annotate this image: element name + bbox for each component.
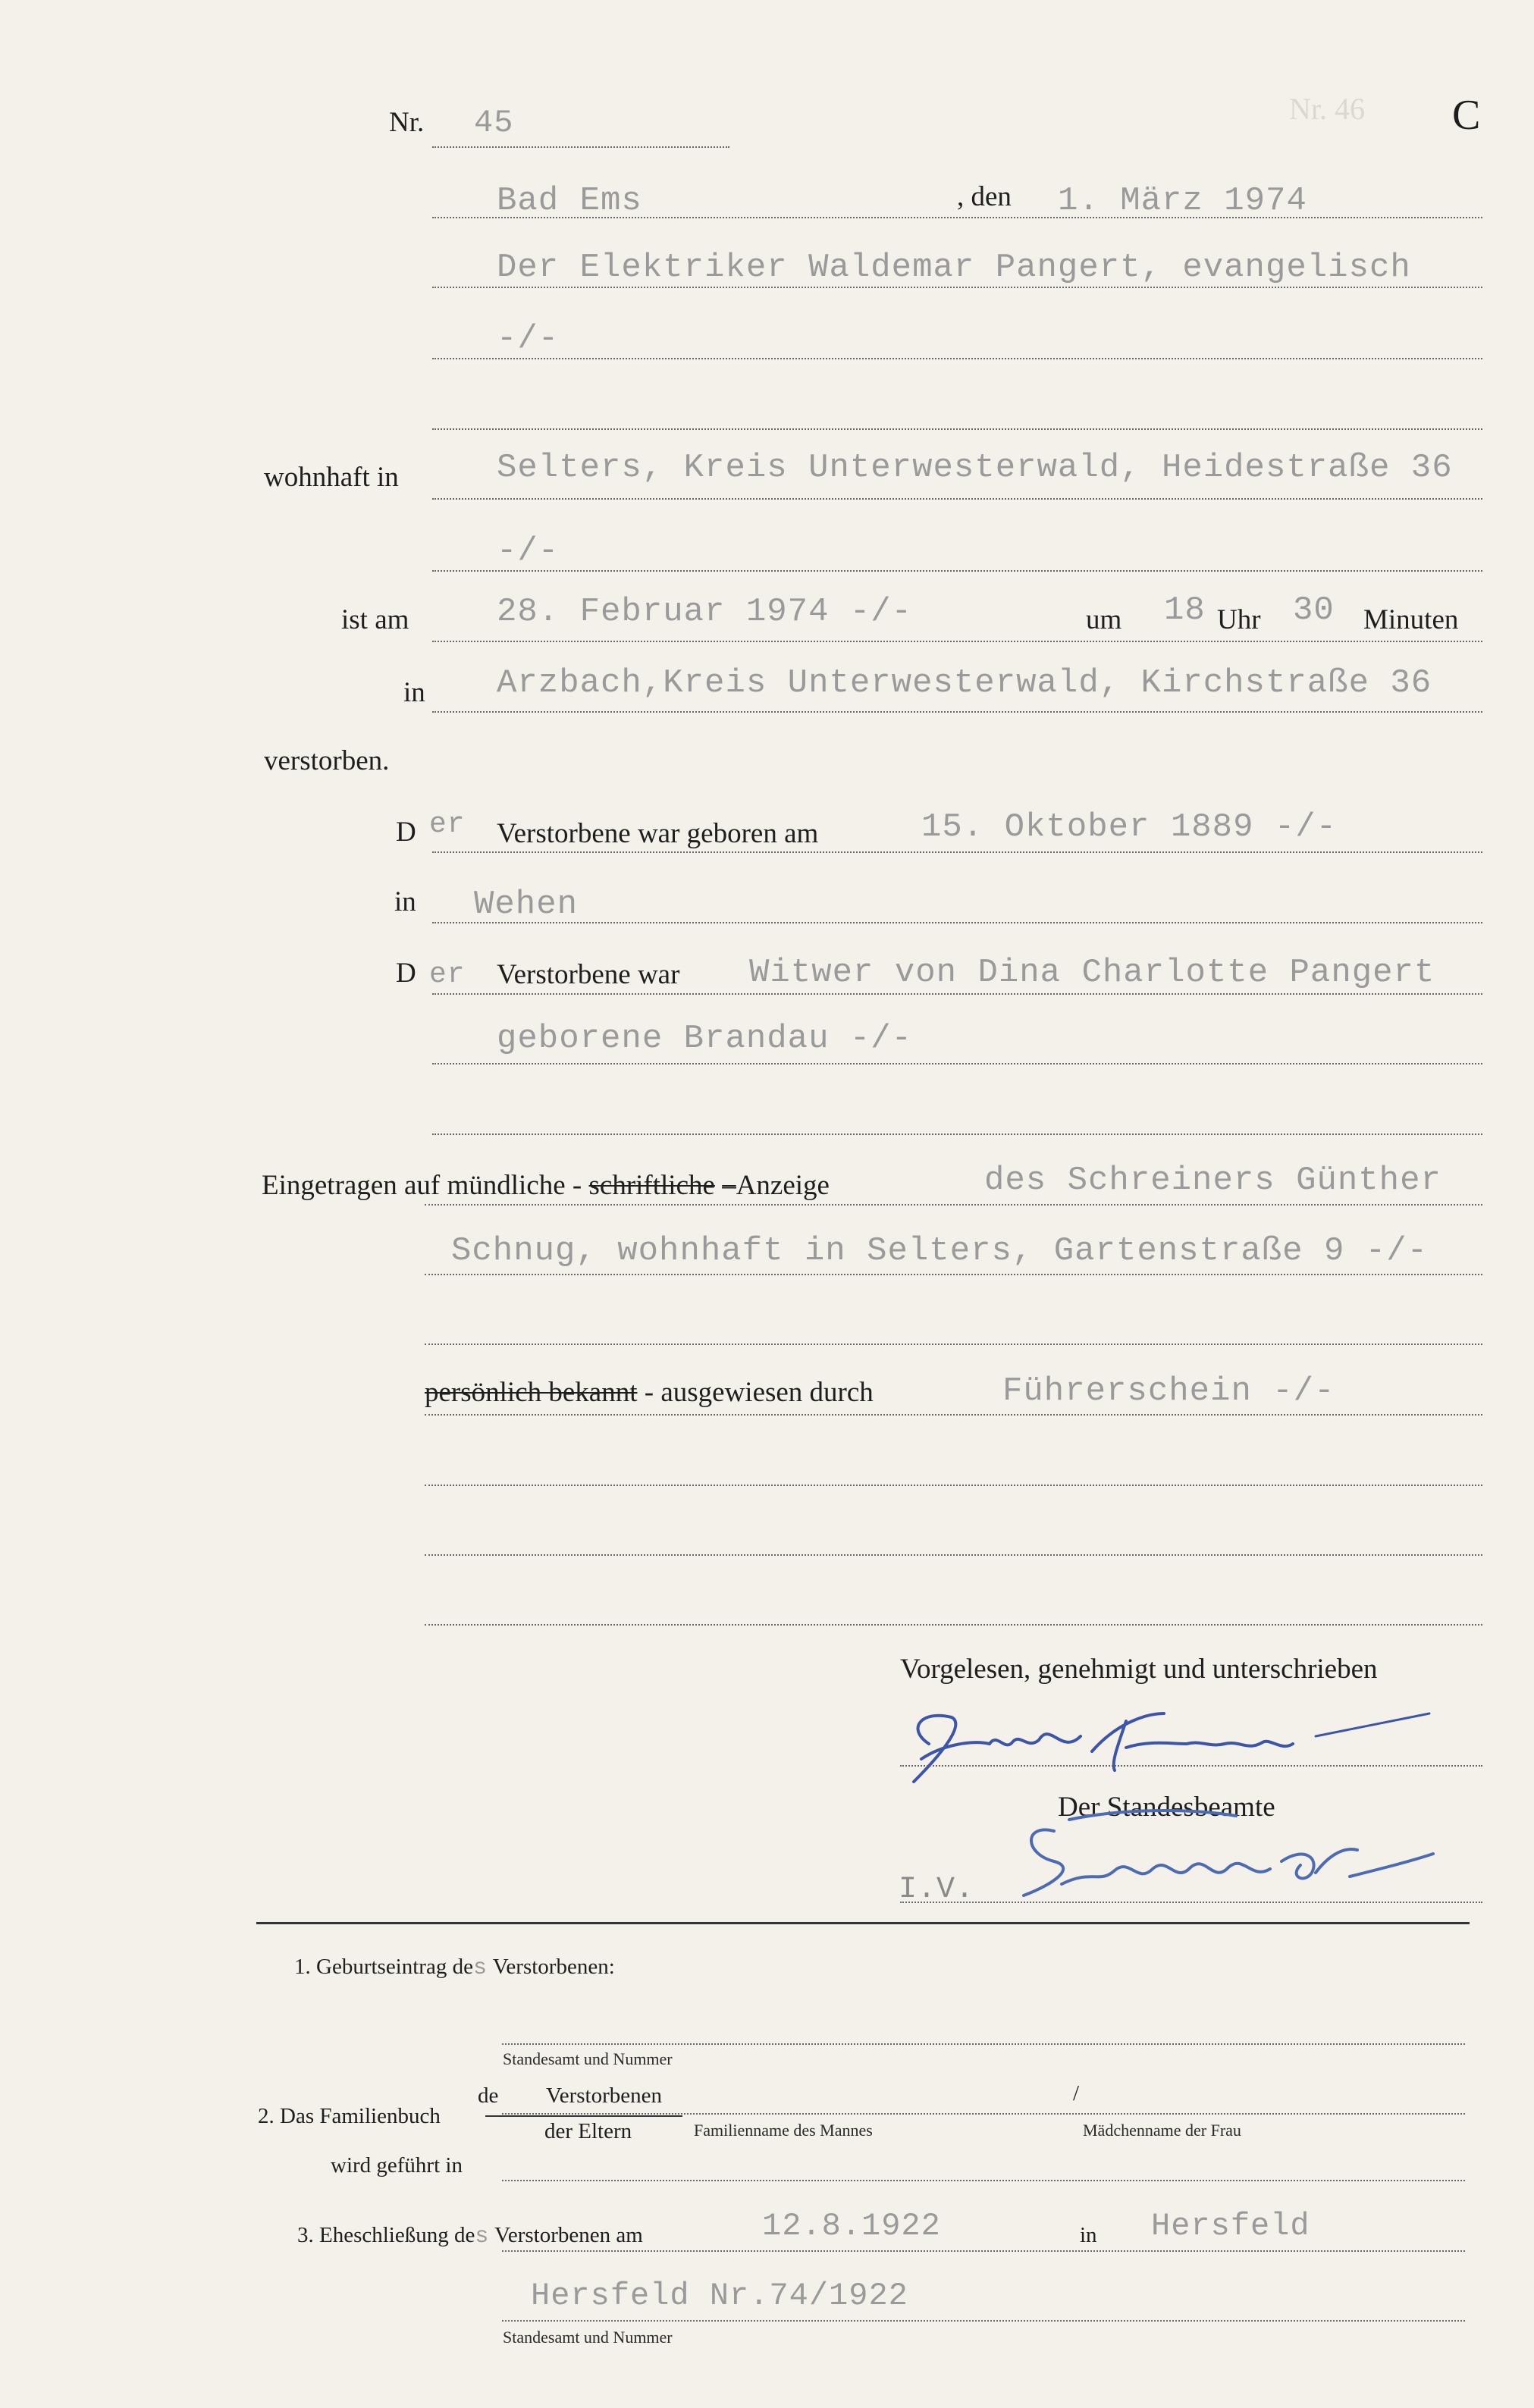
line-birth	[432, 851, 1482, 853]
line-item2	[502, 2113, 1465, 2115]
registration-label-struck: schriftliche	[588, 1170, 715, 1201]
residence-address: Selters, Kreis Unterwesterwald, Heidestraße 36	[497, 449, 1453, 487]
marital-status-continuation: geborene Brandau -/-	[497, 1020, 913, 1058]
line-death-date	[432, 641, 1482, 642]
line-blank-1	[425, 1485, 1482, 1486]
item1-label	[294, 1955, 615, 1981]
birth-d-label: D	[396, 817, 416, 848]
registrar-label: Der Standesbeamte	[1058, 1792, 1275, 1823]
death-hour: 18	[1164, 591, 1206, 629]
known-struck: persönlich bekannt	[425, 1377, 638, 1408]
line-blank-3	[425, 1624, 1482, 1626]
line-status	[432, 993, 1482, 995]
line-informant-2	[425, 1274, 1482, 1275]
item2-wife-label: Mädchenname der Frau	[1083, 2121, 1241, 2140]
line-blank-2	[425, 1554, 1482, 1556]
status-d-suffix: er	[429, 958, 466, 991]
status-d-label: D	[396, 958, 416, 989]
item3-label	[297, 2223, 643, 2250]
uhr-label: Uhr	[1217, 604, 1261, 635]
birth-date: 15. Oktober 1889 -/-	[921, 808, 1338, 846]
nr-line	[432, 146, 729, 148]
birth-in-label: in	[394, 886, 416, 917]
item3-suffix: s	[475, 2224, 490, 2250]
death-minutes: 30	[1293, 591, 1335, 629]
registrar-signature	[1009, 1801, 1448, 1914]
line-birth-place	[432, 922, 1482, 923]
birth-d-suffix: er	[429, 808, 466, 841]
item1-suffix: s	[472, 1955, 488, 1981]
known-label	[425, 1376, 874, 1409]
status-label: Verstorbene war	[497, 959, 680, 990]
id-document: Führerschein -/-	[1002, 1372, 1335, 1410]
marriage-place: Hersfeld	[1151, 2208, 1310, 2244]
line-informant	[425, 1204, 1482, 1206]
standesamt-label-2: Standesamt und Nummer	[503, 2328, 673, 2347]
line-registrar-signature	[900, 1902, 1482, 1903]
line-informant-3	[425, 1344, 1482, 1345]
iv-label: I.V.	[899, 1873, 975, 1907]
den-label: , den	[957, 181, 1012, 212]
entry-date: 1. März 1974	[1058, 182, 1307, 220]
minuten-label: Minuten	[1363, 604, 1459, 635]
registration-dash-struck: –	[722, 1170, 736, 1201]
standesamt-label: Standesamt und Nummer	[503, 2049, 673, 2068]
death-date: 28. Februar 1974 -/-	[497, 593, 913, 631]
line-person-3	[432, 428, 1482, 430]
verstorben-label: verstorben.	[264, 745, 390, 776]
nr-label: Nr.	[389, 107, 425, 138]
line-status-2	[432, 1063, 1482, 1064]
item3-in: in	[1080, 2223, 1097, 2247]
line-place	[432, 217, 1482, 218]
line-item3-registry	[502, 2320, 1465, 2322]
nr-value: 45	[474, 105, 514, 141]
line-person-2	[432, 358, 1482, 359]
item3-label-text: 3. Eheschließung de	[297, 2223, 475, 2247]
entry-place: Bad Ems	[497, 182, 642, 220]
registration-label-start: Eingetragen auf mündliche -	[262, 1170, 582, 1201]
line-item2-kept	[502, 2180, 1465, 2181]
birth-place: Wehen	[474, 886, 579, 923]
informant: des Schreiners Günther	[984, 1162, 1441, 1199]
ist-am-label: ist am	[341, 604, 409, 635]
line-id	[425, 1414, 1482, 1416]
item2-divider	[485, 2115, 682, 2117]
line-address-2	[432, 570, 1482, 572]
informant-continuation: Schnug, wohnhaft in Selters, Gartenstraße 9 -/-	[451, 1232, 1429, 1270]
item1-end: Verstorbenen:	[492, 1955, 615, 1979]
marital-status: Witwer von Dina Charlotte Pangert	[749, 954, 1435, 992]
footer-rule	[256, 1922, 1470, 1924]
birth-label: Verstorbene war geboren am	[497, 818, 819, 849]
line-death-place	[432, 711, 1482, 713]
line-status-3	[432, 1133, 1482, 1135]
item1-label-text: 1. Geburtseintrag de	[294, 1955, 473, 1979]
um-label: um	[1086, 604, 1122, 635]
wohnhaft-label: wohnhaft in	[264, 462, 399, 493]
corner-letter: C	[1452, 92, 1481, 139]
line-address	[432, 498, 1482, 500]
registration-label-end: Anzeige	[736, 1170, 830, 1201]
line-item1	[502, 2043, 1465, 2045]
marriage-date: 12.8.1922	[762, 2208, 941, 2244]
item2-de: de	[478, 2083, 499, 2108]
item2-option-parents: der Eltern	[544, 2119, 632, 2143]
informant-signature	[899, 1698, 1445, 1797]
person-description: Der Elektriker Waldemar Pangert, evangelisch	[497, 249, 1411, 287]
line-informant-signature	[900, 1765, 1482, 1767]
item2-husband-label: Familienname des Mannes	[694, 2121, 873, 2140]
death-place: Arzbach,Kreis Unterwesterwald, Kirchstraße 36	[497, 664, 1432, 702]
read-approved-label: Vorgelesen, genehmigt und unterschrieben	[900, 1654, 1378, 1685]
item2-label: 2. Das Familienbuch	[258, 2104, 441, 2128]
marriage-registry: Hersfeld Nr.74/1922	[531, 2278, 908, 2314]
line-item3	[502, 2250, 1465, 2252]
item2-slash: /	[1073, 2081, 1080, 2105]
item2-kept-label: wird geführt in	[331, 2153, 463, 2178]
line-person	[432, 287, 1482, 288]
in-label: in	[403, 677, 425, 708]
registration-label	[262, 1169, 830, 1202]
id-label: - ausgewiesen durch	[644, 1377, 874, 1408]
item2-option-deceased: Verstorbenen	[546, 2083, 663, 2108]
person-continuation: -/-	[497, 320, 560, 358]
bleed-through-text: Nr. 46	[1289, 92, 1365, 126]
residence-continuation: -/-	[497, 532, 560, 570]
item3-mid: Verstorbenen am	[494, 2223, 643, 2247]
